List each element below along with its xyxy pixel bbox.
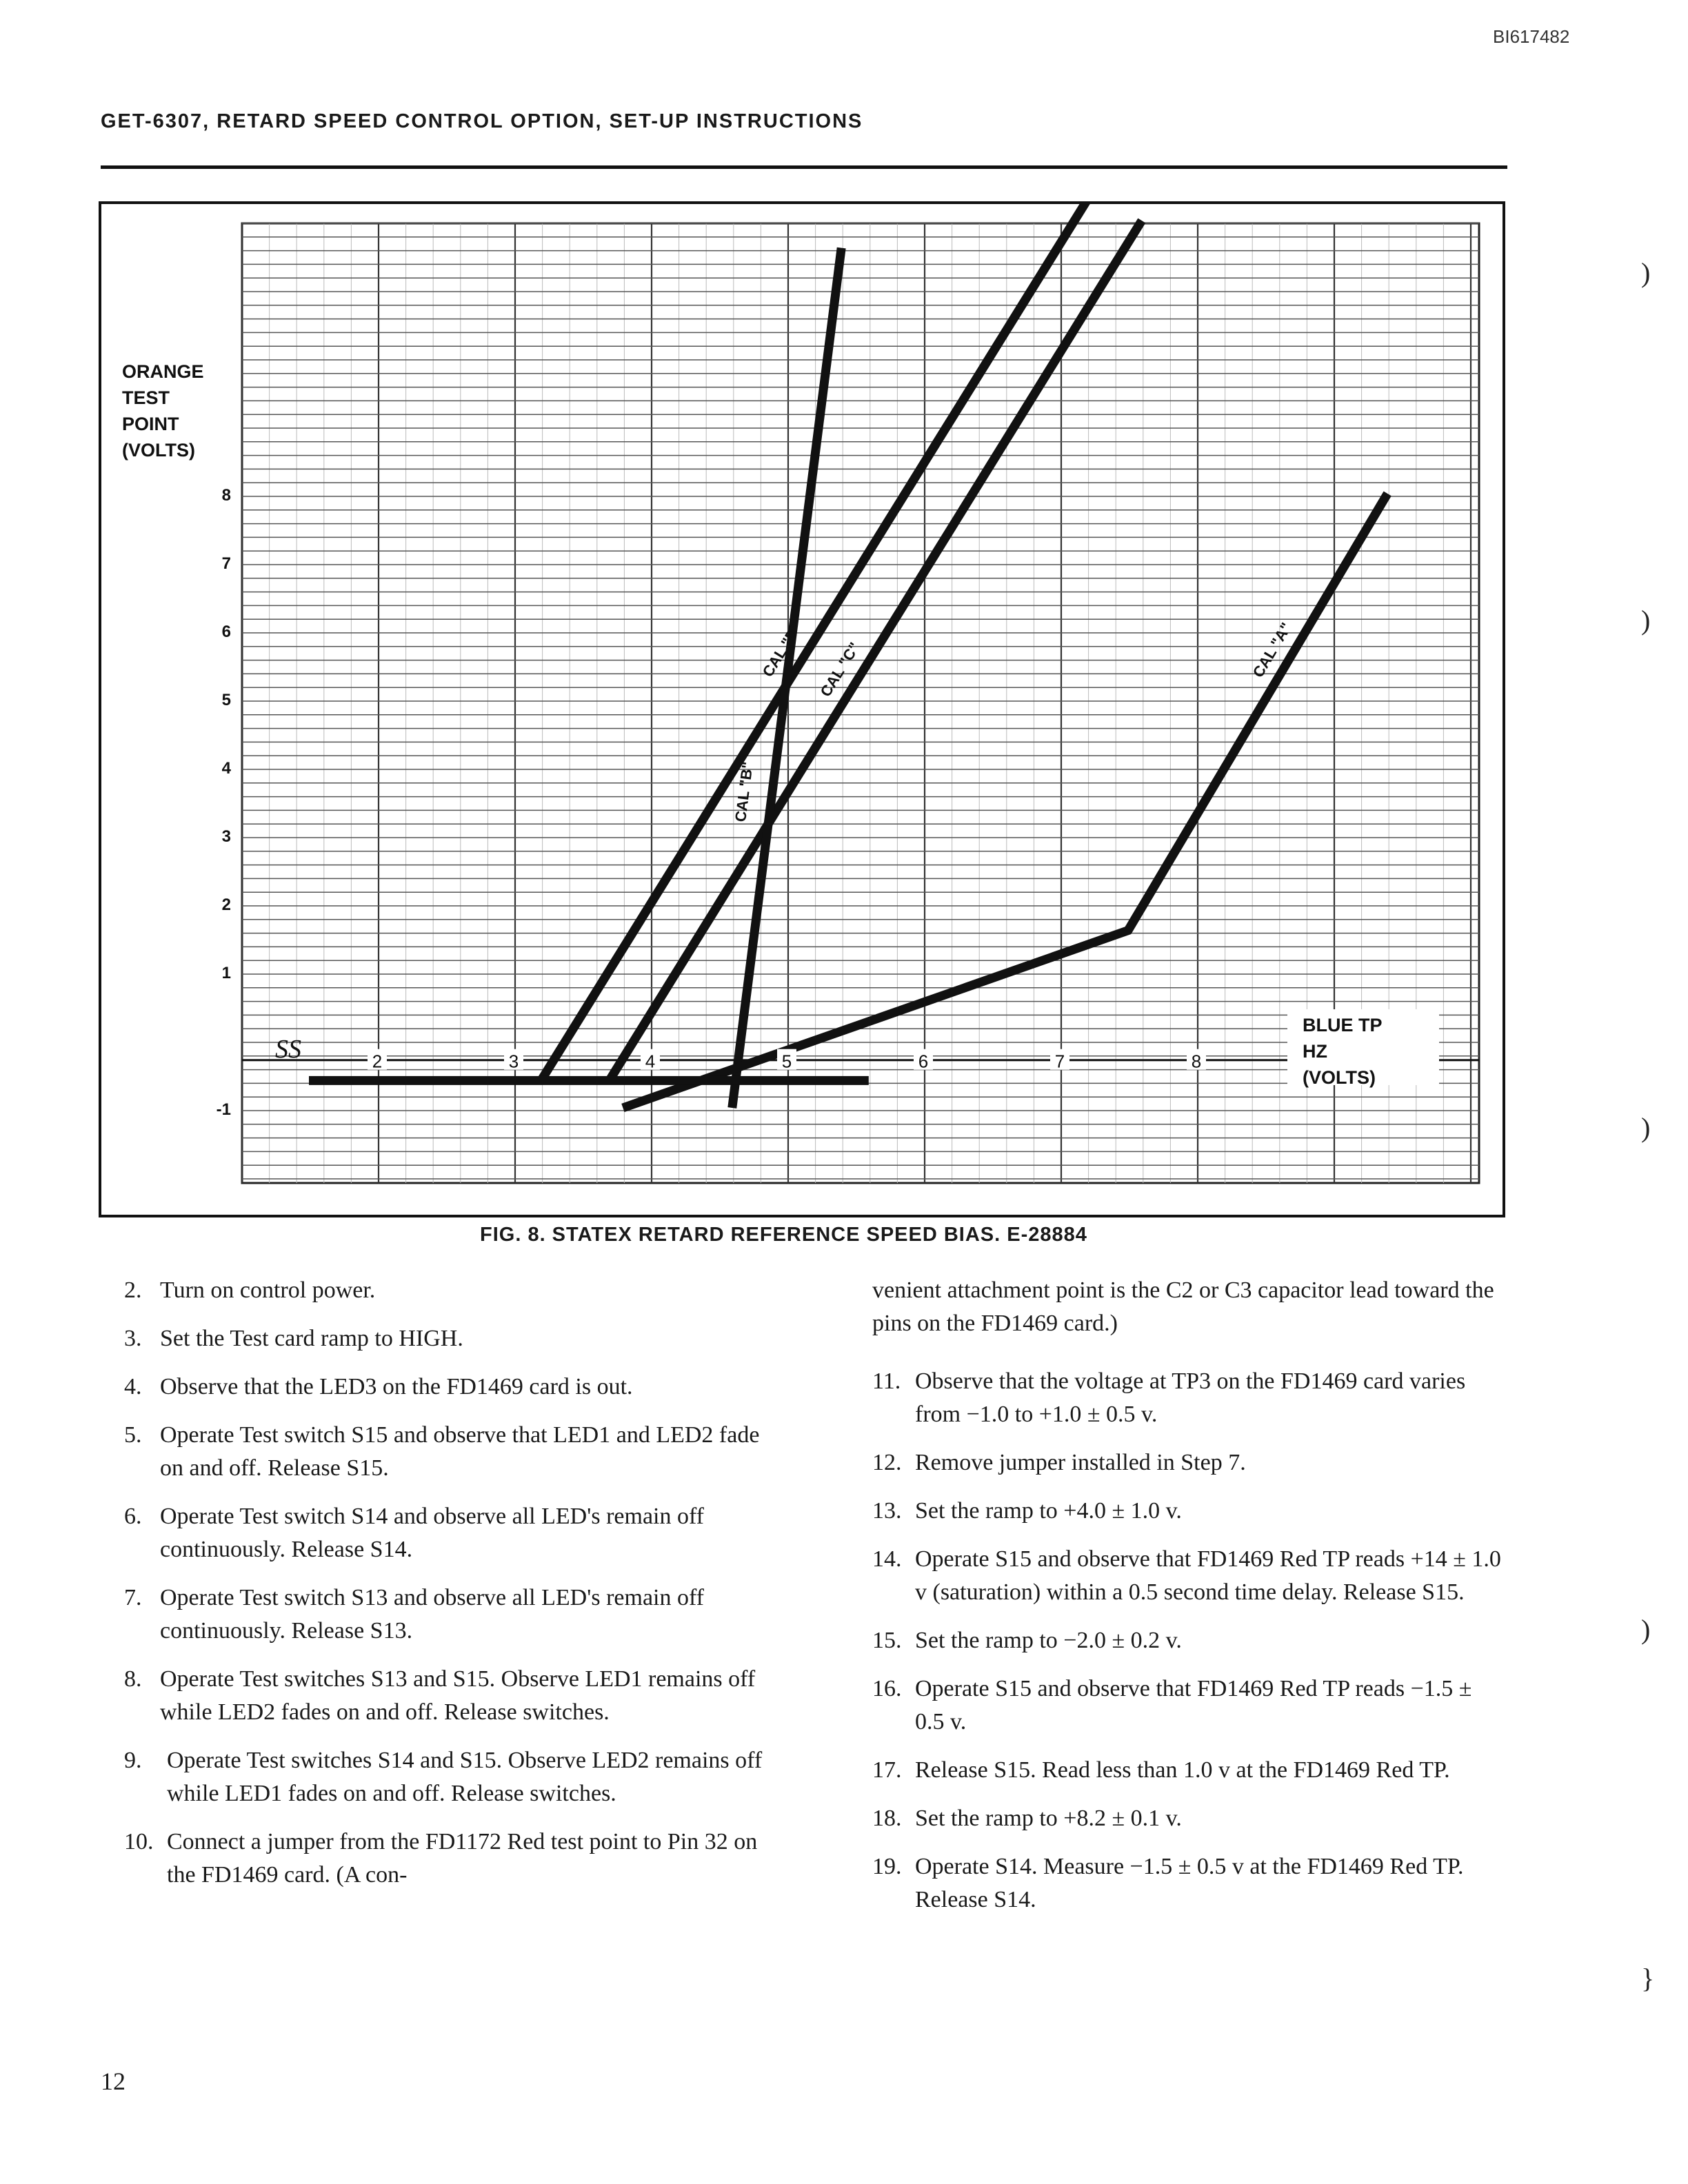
step-text: Operate Test switches S14 and S15. Observe LED2 remains off while LED1 fades on and off. Release switches.: [167, 1748, 763, 1806]
margin-mark: ): [1641, 1112, 1651, 1143]
calibration-chart: [101, 204, 1503, 1215]
step-item: [124, 1744, 786, 1810]
step-number: 5.: [124, 1422, 142, 1448]
y-tick-label: 3: [221, 827, 231, 846]
axis-break-mark: SS: [275, 1035, 301, 1064]
step-item: [124, 1274, 786, 1307]
step-item: [872, 1543, 1507, 1609]
step-number: 14.: [872, 1546, 902, 1572]
y-tick-label: 6: [221, 623, 231, 641]
step-item: [124, 1581, 786, 1648]
step-number: 9.: [124, 1748, 142, 1773]
step-text: Set the ramp to +8.2 ± 0.1 v.: [915, 1806, 1182, 1831]
x-tick-label: 2: [372, 1051, 383, 1072]
step-number: 16.: [872, 1676, 902, 1701]
step-item: [124, 1371, 786, 1404]
step-text: Turn on control power.: [160, 1277, 376, 1303]
margin-mark: ): [1641, 257, 1651, 288]
x-tick-label: 8: [1191, 1051, 1202, 1072]
step-text: Operate S14. Measure −1.5 ± 0.5 v at the FD1469 Red TP. Release S14.: [915, 1854, 1464, 1912]
step-10-continuation: venient attachment point is the C2 or C3 capacitor lead toward the pins on the FD1469 card.): [872, 1277, 1494, 1336]
margin-mark: ): [1641, 1614, 1651, 1645]
step-item: [124, 1500, 786, 1566]
y-tick-label: -1: [216, 1100, 231, 1119]
x-axis-title-line: BLUE TP: [1303, 1015, 1383, 1035]
step-text: Connect a jumper from the FD1172 Red test point to Pin 32 on the FD1469 card. (A con-: [167, 1829, 758, 1888]
step-text: Operate Test switches S13 and S15. Observe LED1 remains off while LED2 fades on and off. Release switches.: [160, 1666, 756, 1725]
y-tick-label: 4: [221, 759, 231, 778]
x-axis-title-line: HZ: [1303, 1041, 1327, 1062]
y-tick-label: 8: [221, 486, 231, 505]
step-item: [872, 1365, 1507, 1431]
step-item: [872, 1446, 1507, 1479]
series-label: CAL "B": [732, 760, 756, 823]
step-item: [872, 1624, 1507, 1657]
step-item: [872, 1754, 1507, 1787]
step-item: [872, 1850, 1507, 1917]
step-item: [872, 1672, 1507, 1739]
step-text: Set the ramp to +4.0 ± 1.0 v.: [915, 1498, 1182, 1524]
chart-series-line: [541, 204, 1087, 1080]
y-axis-title-line: POINT: [122, 414, 179, 434]
step-item: [872, 1802, 1507, 1835]
steps-right-column: [872, 1274, 1507, 1932]
step-number: 6.: [124, 1504, 142, 1529]
step-text: Operate S15 and observe that FD1469 Red TP reads −1.5 ± 0.5 v.: [915, 1676, 1472, 1735]
step-number: 15.: [872, 1628, 902, 1653]
step-text: Observe that the LED3 on the FD1469 card is out.: [160, 1374, 633, 1399]
step-item: [124, 1826, 786, 1892]
figure-box: [99, 201, 1505, 1217]
step-text: Release S15. Read less than 1.0 v at the FD1469 Red TP.: [915, 1757, 1450, 1783]
margin-mark: ): [1641, 605, 1651, 636]
step-text: Set the ramp to −2.0 ± 0.2 v.: [915, 1628, 1182, 1653]
x-axis-title-line: (VOLTS): [1303, 1067, 1376, 1088]
y-axis-title-line: ORANGE: [122, 361, 204, 382]
header-rule: [101, 165, 1507, 169]
y-tick-label: 1: [221, 964, 231, 982]
step-text: Remove jumper installed in Step 7.: [915, 1450, 1246, 1475]
figure-caption: FIG. 8. STATEX RETARD REFERENCE SPEED BIAS. E-28884: [480, 1224, 1087, 1246]
step-number: 18.: [872, 1806, 902, 1831]
page-number: 12: [101, 2067, 125, 2095]
step-number: 17.: [872, 1757, 902, 1783]
y-axis-title-line: (VOLTS): [122, 440, 195, 461]
step-item: [124, 1663, 786, 1729]
step-number: 2.: [124, 1277, 142, 1303]
series-label: CAL "C": [816, 639, 863, 700]
y-tick-label: 7: [221, 554, 231, 573]
step-number: 11.: [872, 1368, 901, 1394]
steps-left-column: [124, 1274, 786, 1907]
step-item: [124, 1419, 786, 1485]
step-number: 4.: [124, 1374, 142, 1399]
step-text: Operate Test switch S13 and observe all LED's remain off continuously. Release S13.: [160, 1585, 705, 1644]
x-tick-label: 7: [1054, 1051, 1065, 1072]
step-number: 8.: [124, 1666, 142, 1692]
step-text: Operate Test switch S15 and observe that LED1 and LED2 fade on and off. Release S15.: [160, 1422, 760, 1481]
y-tick-label: 5: [221, 691, 231, 709]
x-tick-label: 6: [918, 1051, 929, 1072]
series-label: CAL "A": [1249, 619, 1295, 681]
margin-mark: }: [1641, 1963, 1655, 1994]
step-text: Set the Test card ramp to HIGH.: [160, 1326, 463, 1351]
x-tick-label: 5: [781, 1051, 792, 1072]
step-text: Observe that the voltage at TP3 on the FD1469 card varies from −1.0 to +1.0 ± 0.5 v.: [915, 1368, 1466, 1427]
step-number: 19.: [872, 1854, 902, 1879]
step-number: 3.: [124, 1326, 142, 1351]
series-label: CAL "D": [758, 619, 806, 680]
x-tick-label: 4: [645, 1051, 656, 1072]
step-item: [124, 1322, 786, 1355]
step-number: 10.: [124, 1829, 154, 1854]
step-number: 12.: [872, 1450, 902, 1475]
y-axis-title-line: TEST: [122, 387, 170, 408]
step-text: Operate S15 and observe that FD1469 Red TP reads +14 ± 1.0 v (saturation) within a 0.5 second time delay. Release S15.: [915, 1546, 1501, 1605]
page-header: GET-6307, RETARD SPEED CONTROL OPTION, SET-UP INSTRUCTIONS: [101, 110, 863, 132]
step-text: Operate Test switch S14 and observe all LED's remain off continuously. Release S14.: [160, 1504, 705, 1562]
step-item: [872, 1495, 1507, 1528]
x-tick-label: 3: [508, 1051, 519, 1072]
step-number: 7.: [124, 1585, 142, 1610]
document-id: BI617482: [1493, 26, 1570, 47]
y-tick-label: 2: [221, 896, 231, 914]
step-number: 13.: [872, 1498, 902, 1524]
